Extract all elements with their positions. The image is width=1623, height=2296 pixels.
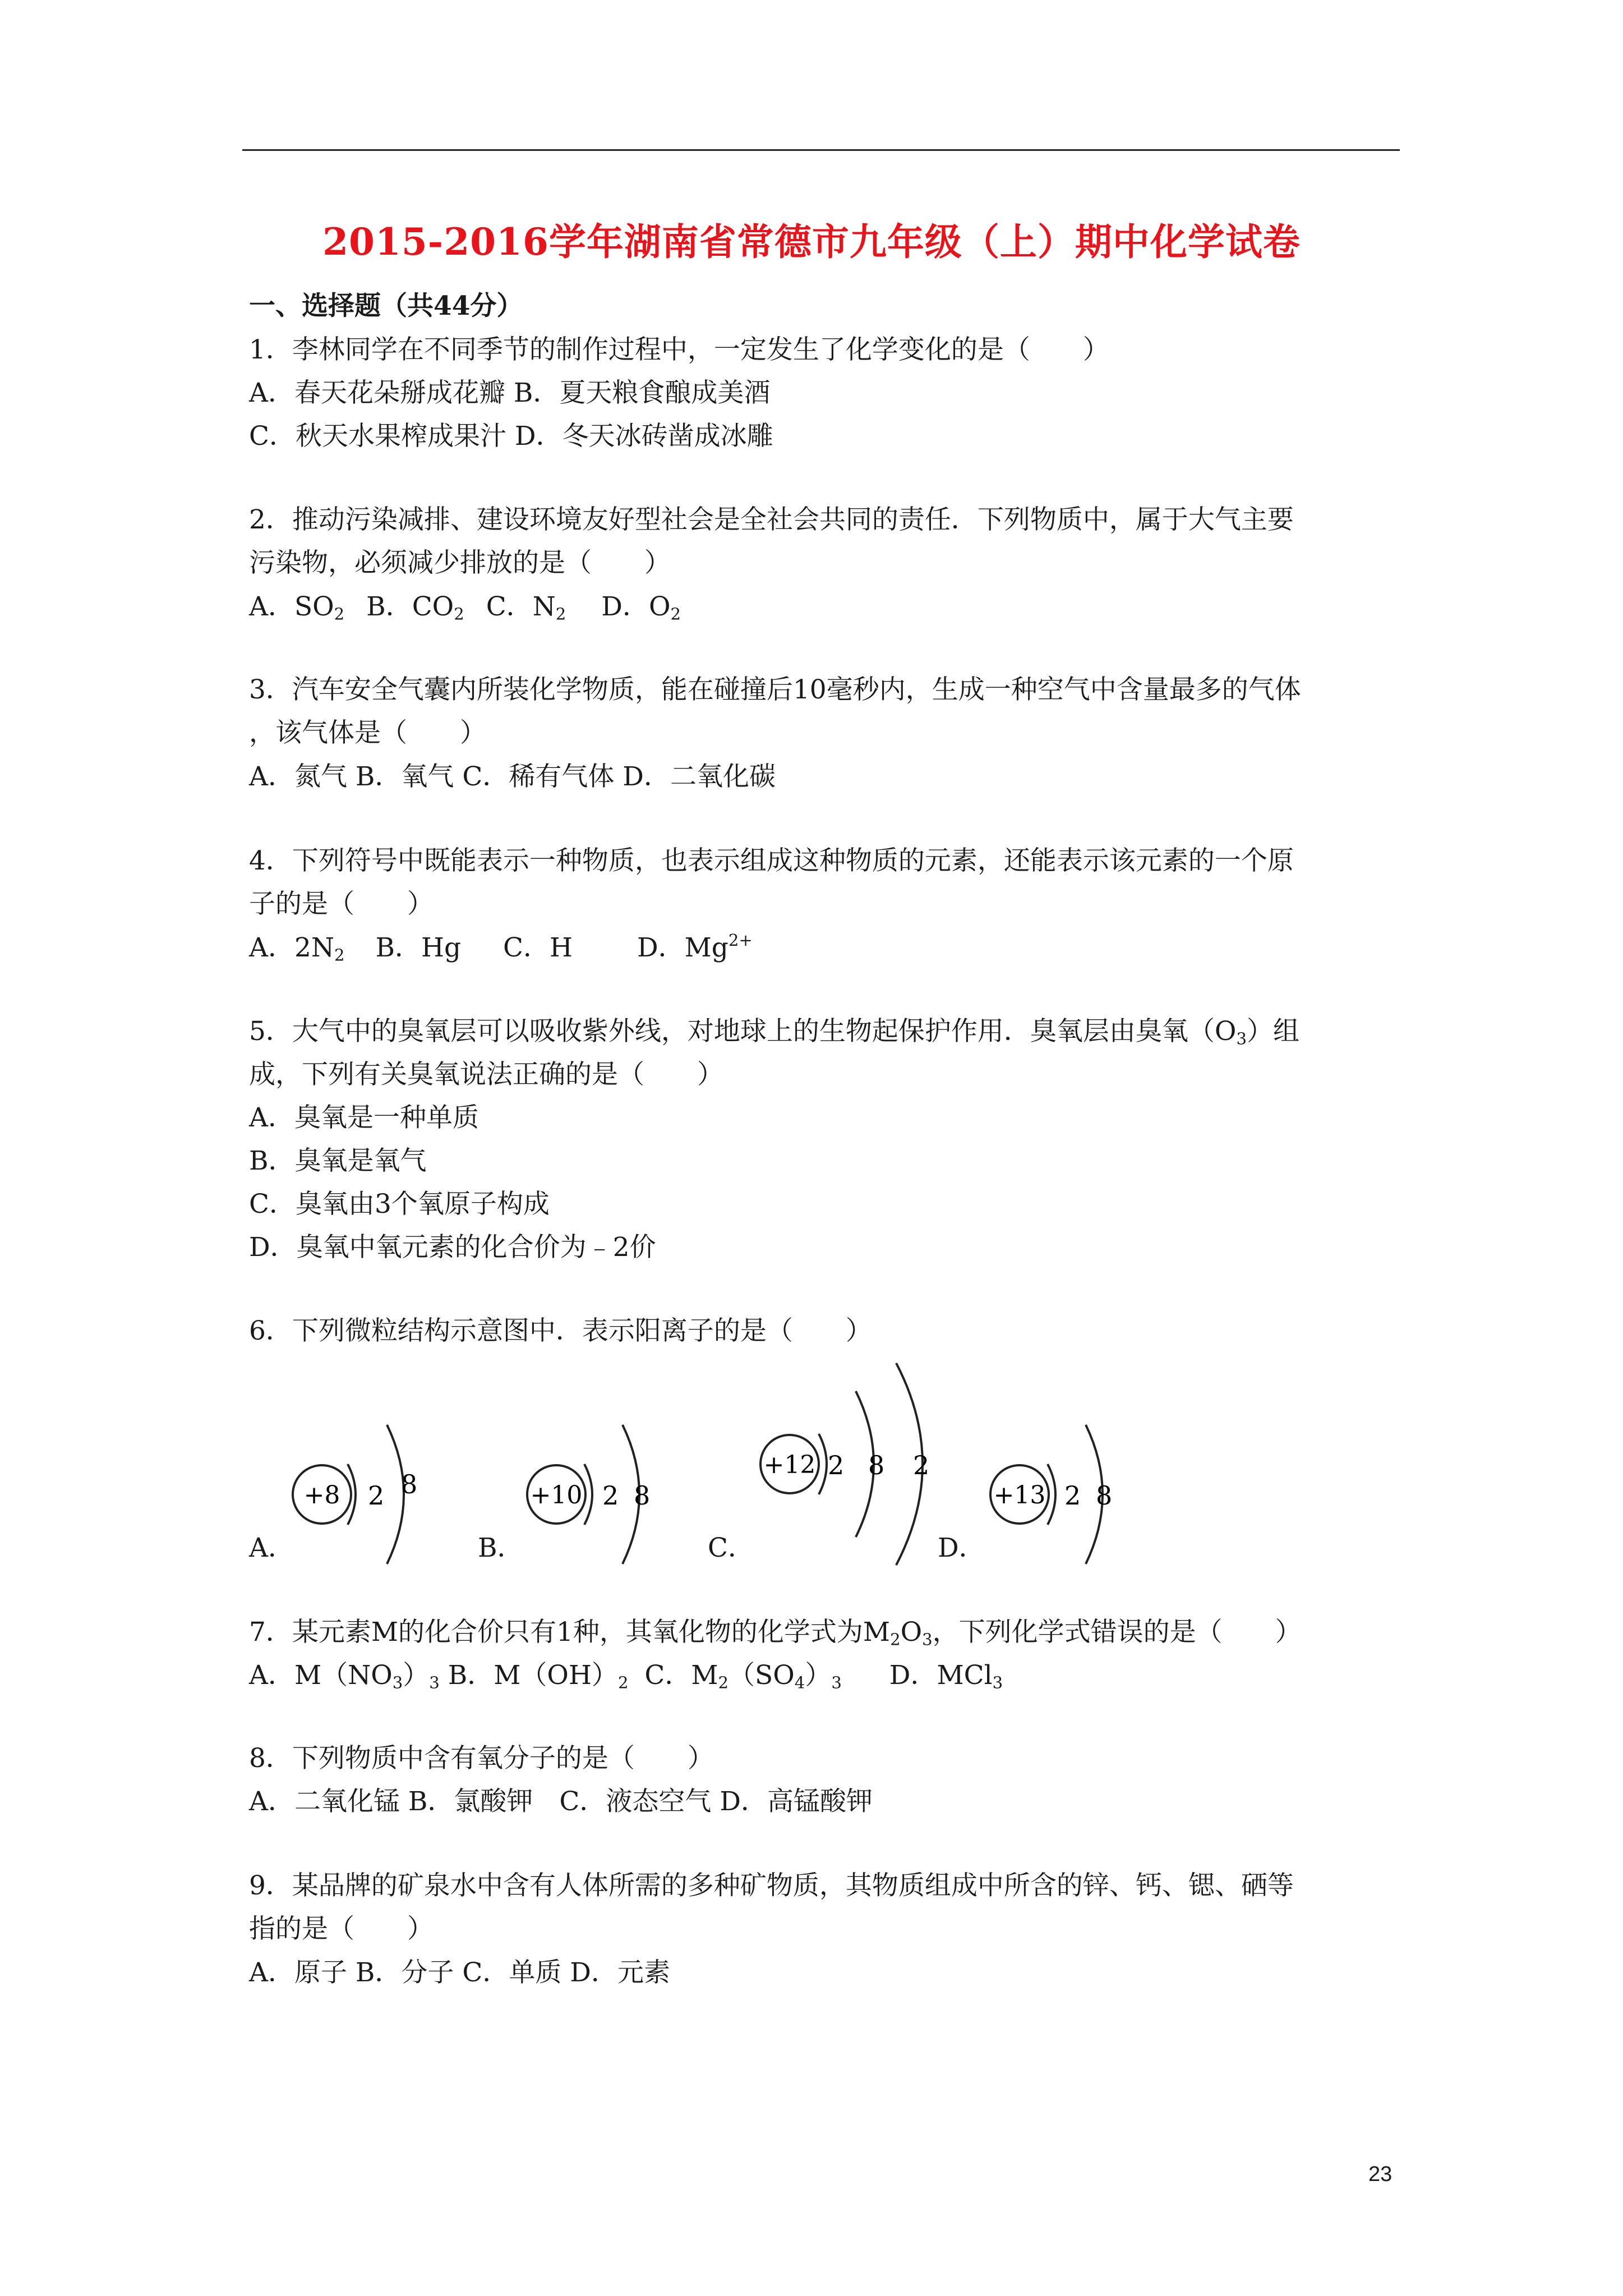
q2-stem-line1: 2．推动污染减排、建设环境友好型社会是全社会共同的责任．下列物质中，属于大气主要 <box>249 504 1294 535</box>
q5-option-b: B．臭氧是氧气 <box>249 1145 427 1176</box>
q9-options: A．原子 B．分子 C．单质 D．元素 <box>249 1957 670 1988</box>
q8-stem: 8．下列物质中含有氧分子的是（ ） <box>249 1743 714 1774</box>
shell-electrons: 8 <box>634 1480 651 1511</box>
q7-options <box>249 1660 1003 1692</box>
page-number: 23 <box>1368 2162 1393 2186</box>
q6-label-a: A． <box>249 1533 294 1563</box>
q6-label-b: B． <box>478 1533 524 1563</box>
q8-options: A．二氧化锰 B．氯酸钾 C．液态空气 D．高锰酸钾 <box>249 1786 873 1817</box>
q4-option-c: C．H <box>503 932 573 963</box>
nucleus-charge: +12 <box>763 1451 816 1479</box>
q6-stem: 6．下列微粒结构示意图中．表示阳离子的是（ ） <box>249 1315 872 1346</box>
q4-option-b: B．Hg <box>375 932 462 963</box>
q5-stem-line1: 5．大气中的臭氧层可以吸收紫外线，对地球上的生物起保护作用．臭氧层由臭氧$(O_3)$组 <box>249 1016 1299 1048</box>
q7-option-a: A．$M(NO_3)_3$ <box>249 1660 440 1692</box>
nucleus-charge: +10 <box>530 1481 583 1510</box>
shell-electrons: 2 <box>913 1450 930 1480</box>
atom-diagram-b <box>527 1425 650 1564</box>
q2-stem-line2: 污染物，必须减少排放的是（ ） <box>249 547 671 578</box>
q5-option-a: A．臭氧是一种单质 <box>249 1102 479 1133</box>
nucleus-charge: +13 <box>993 1481 1046 1510</box>
shell-electrons: 2 <box>1064 1480 1081 1511</box>
section-heading: 一、选择题（共44分） <box>249 291 523 321</box>
q7-option-d: D．MCl$_3$ <box>889 1660 1003 1692</box>
q2-options <box>249 591 681 624</box>
shell-electrons: 2 <box>828 1450 845 1480</box>
atomic-structure-diagrams <box>241 1358 1419 1571</box>
q7-option-c: C．$M_2(SO_4)_3$ <box>644 1660 842 1692</box>
q1-stem: 1．李林同学在不同季节的制作过程中，一定发生了化学变化的是（ ） <box>249 334 1109 365</box>
header-rule <box>242 149 1400 151</box>
q5-stem-line2: 成，下列有关臭氧说法正确的是（ ） <box>249 1059 723 1090</box>
q2-option-c: C．$N_2$ <box>486 591 566 624</box>
shell-electrons: 8 <box>868 1450 885 1480</box>
q4-stem-line2: 子的是（ ） <box>249 889 434 919</box>
shell-electrons: 8 <box>1096 1480 1113 1511</box>
exam-title: 2015-2016学年湖南省常德市九年级（上）期中化学试卷 <box>322 220 1301 264</box>
q1-options-ab: A．春天花朵掰成花瓣 B．夏天粮食酿成美酒 <box>249 378 771 408</box>
shell-electrons: 2 <box>368 1480 385 1511</box>
q3-stem-line2: ，该气体是（ ） <box>249 717 486 748</box>
atom-diagram-a <box>293 1425 417 1564</box>
electron-shell <box>819 1434 827 1494</box>
q5-option-c: C．臭氧由3个氧原子构成 <box>249 1189 550 1220</box>
q3-options: A．氮气 B．氧气 C．稀有气体 D．二氧化碳 <box>249 761 776 792</box>
nucleus-charge: +8 <box>303 1481 340 1510</box>
q2-option-b: B．$CO_2$ <box>366 591 464 624</box>
q4-stem-line1: 4．下列符号中既能表示一种物质，也表示组成这种物质的元素，还能表示该元素的一个原 <box>249 845 1294 876</box>
q9-stem-line2: 指的是（ ） <box>249 1913 434 1944</box>
q2-option-d: D．$O_2$ <box>601 591 681 624</box>
q6-label-c: C． <box>708 1533 754 1563</box>
q6-label-d: D． <box>938 1533 985 1563</box>
shell-electrons: 8 <box>401 1469 418 1499</box>
q4-option-d: D．$Mg^{2+}$ <box>637 931 753 963</box>
q9-stem-line1: 9．某品牌的矿泉水中含有人体所需的多种矿物质，其物质组成中所含的锌、钙、锶、硒等 <box>249 1870 1294 1901</box>
q3-stem-line1: 3．汽车安全气囊内所装化学物质，能在碰撞后10毫秒内，生成一种空气中含量最多的气体 <box>249 674 1301 705</box>
shell-electrons: 2 <box>602 1480 619 1511</box>
q5-option-d: D．臭氧中氧元素的化合价为﹣2价 <box>249 1232 656 1263</box>
q7-option-b: B．$M(OH)_2$ <box>448 1660 629 1692</box>
atom-diagram-d <box>990 1425 1112 1564</box>
q4-option-a: A．$2N_2$ <box>249 932 345 965</box>
atom-diagram-c <box>760 1363 929 1565</box>
q2-option-a: A．$SO_2$ <box>249 591 345 624</box>
q4-options <box>249 931 753 965</box>
q7-stem: 7．某元素M的化合价只有1种，其氧化物的化学式为$M_2O_3$，下列化学式错误的是（ ） <box>249 1617 1302 1649</box>
q1-options-cd: C．秋天水果榨成果汁 D．冬天冰砖凿成冰雕 <box>249 421 773 452</box>
